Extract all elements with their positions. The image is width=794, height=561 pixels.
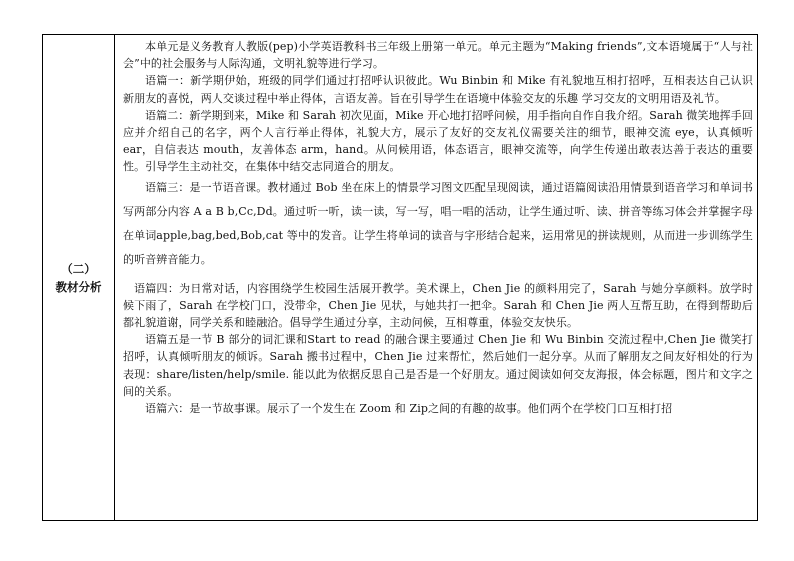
paragraph-text-3: 语篇三：是一节语音课。教材通过 Bob 坐在床上的情景学习图文匹配呈现阅读，通过语篇阅读沿用情景到语音学习和单词书写两部分内容 A a B b,Cc,Dd。通过听一听，读一读，写一写，唱一唱的活动，让学生通过听、读、拼音等练习体会并掌握字母在单词apple,bag,bed,Bob,cat 等中的发音。让学生将单词的读音与字形结合起来，运用常见的拼读规则，从而进一步训练学生的听音辨音能力。 <box>123 180 753 266</box>
paragraph-text-1: 语篇一：新学期伊始，班级的同学们通过打招呼认识彼此。Wu Binbin 和 Mike 有礼貌地互相打招呼，互相表达自己认识新朋友的喜悦，两人交谈过程中举止得体，言语友善。旨在引导学生在语境中体验交友的乐趣 学习交友的文明用语及礼节。 <box>123 74 753 105</box>
section-label-cell <box>43 35 115 520</box>
paragraph-text-2: 语篇二：新学期到来，Mike 和 Sarah 初次见面，Mike 开心地打招呼问候，用手指向自作自我介绍。Sarah 微笑地挥手回应并介绍自己的名字，两个人言行举止得体，礼貌大方，展示了友好的交友礼仪需要关注的细节，眼神交流 eye，认真倾听 ear，自信表达 mouth，友善体态 arm，hand。从问候用语，体态语言，眼神交流等，向学生传递出敢表达善于表达的重要性。引导学生主动社交，在集体中结交志同道合的朋友。 <box>123 108 753 174</box>
section-title: 教材分析 <box>55 279 102 294</box>
analysis-table <box>42 34 758 521</box>
paragraph-text-5: 语篇五是一节 B 部分的词汇课和Start to read 的融合课主要通过 Chen Jie 和 Wu Binbin 交流过程中,Chen Jie 微笑打招呼，认真倾听朋友的倾诉。Sarah 搬书过程中，Chen Jie 过来帮忙，然后她们一起分享。从而了解朋友之间友好相处的行为表现：share/listen/help/smile. 能以此为依据反思自己是否是一个好朋友。通过阅读如何交友海报，体会标题，图片和文字之间的关系。 <box>123 333 753 398</box>
paragraph-intro: 本单元是义务教育人教版(pep)小学英语教科书三年级上册第一单元。单元主题为“Making friends”,文本语境属于“人与社会”中的社会服务与人际沟通，文明礼貌等进行学习。 <box>123 40 753 71</box>
paragraph-text-6: 语篇六：是一节故事课。展示了一个发生在 Zoom 和 Zip之间的有趣的故事。他们两个在学校门口互相打招 <box>145 402 673 416</box>
section-number: （二） <box>61 261 96 276</box>
paragraph-text-4: 语篇四：为日常对话，内容围绕学生校园生活展开教学。美术课上，Chen Jie 的颜料用完了，Sarah 与她分享颜料。放学时候下雨了，Sarah 在学校门口，没带伞，Chen Jie 见状，与她共打一把伞。Sarah 和 Chen Jie 两人互帮互助，在得到帮助后都礼貌道谢，同学关系和睦融洽。倡导学生通过分享，主动问候，互相尊重，体验交友快乐。 <box>123 281 753 330</box>
analysis-content <box>123 38 753 417</box>
